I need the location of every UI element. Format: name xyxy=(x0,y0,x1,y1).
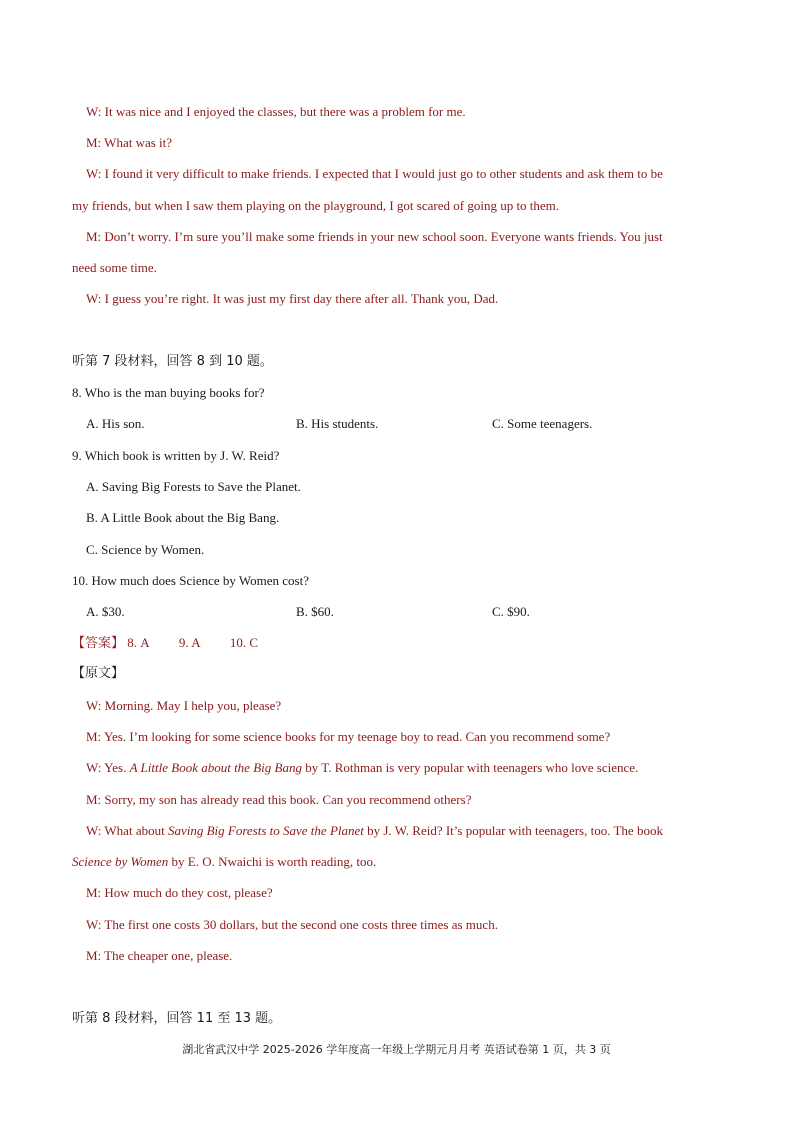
transcript-line: M: Sorry, my son has already read this book. Can you recommend others? xyxy=(86,792,472,807)
option-10c: C. $90. xyxy=(492,604,530,619)
book-title: Saving Big Forests to Save the Planet xyxy=(167,823,364,838)
question-10: 10. How much does Science by Women cost? xyxy=(72,573,309,588)
dialogue-line: W: I guess you’re right. It was just my first day there after all. Thank you, Dad. xyxy=(86,291,499,306)
answer-8: 8. A xyxy=(127,635,150,650)
option-10b: B. $60. xyxy=(296,604,334,619)
transcript-text: W: What about xyxy=(86,823,168,838)
page-footer: 湖北省武汉中学 2025-2026 学年度高一年级上学期元月月考 英语试卷第 1 页，共 3 页 xyxy=(182,1043,611,1056)
dialogue-line: need some time. xyxy=(72,260,157,275)
option-10a: A. $30. xyxy=(86,604,125,619)
transcript-line xyxy=(86,760,638,776)
option-8b: B. His students. xyxy=(296,416,379,431)
transcript-line: M: Yes. I’m looking for some science books for my teenage boy to read. Can you recommend some? xyxy=(86,729,611,744)
dialogue-line: W: I found it very difficult to make friends. I expected that I would just go to other students and ask them to be xyxy=(86,166,663,181)
transcript-line xyxy=(86,823,663,839)
dialogue-line: M: Don’t worry. I’m sure you’ll make some friends in your new school soon. Everyone wants friends. You just xyxy=(86,229,663,244)
transcript-text: W: Yes. xyxy=(86,760,130,775)
transcript-line xyxy=(72,854,376,870)
option-9c: C. Science by Women. xyxy=(86,542,205,557)
transcript-text: by T. Rothman is very popular with teenagers who love science. xyxy=(301,760,639,775)
transcript-line: M: How much do they cost, please? xyxy=(86,885,273,900)
transcript-line: W: The first one costs 30 dollars, but the second one costs three times as much. xyxy=(86,917,498,932)
section-heading: 听第 7 段材料，回答 8 到 10 题。 xyxy=(72,354,273,369)
answer-10: 10. C xyxy=(229,635,258,650)
question-8: 8. Who is the man buying books for? xyxy=(72,385,265,400)
answer-label: 【答案】 xyxy=(72,636,125,651)
transcript-line: W: Morning. May I help you, please? xyxy=(86,698,282,713)
answer-line xyxy=(72,635,258,652)
option-9b: B. A Little Book about the Big Bang. xyxy=(86,510,280,525)
section-heading: 听第 8 段材料，回答 11 至 13 题。 xyxy=(72,1011,282,1026)
option-9a: A. Saving Big Forests to Save the Planet. xyxy=(86,479,301,494)
transcript-line: M: The cheaper one, please. xyxy=(86,948,233,963)
answer-9: 9. A xyxy=(178,635,201,650)
dialogue-line: M: What was it? xyxy=(86,135,173,150)
transcript-label: 【原文】 xyxy=(72,666,125,681)
book-title: A Little Book about the Big Bang xyxy=(129,760,302,775)
transcript-text: by E. O. Nwaichi is worth reading, too. xyxy=(168,854,377,869)
question-9: 9. Which book is written by J. W. Reid? xyxy=(72,448,280,463)
book-title: Science by Women xyxy=(72,854,169,869)
dialogue-line: my friends, but when I saw them playing on the playground, I got scared of going up to them. xyxy=(72,198,560,213)
dialogue-line: W: It was nice and I enjoyed the classes, but there was a problem for me. xyxy=(86,104,466,119)
transcript-text: by J. W. Reid? It’s popular with teenagers, too. The book xyxy=(363,823,663,838)
option-8a: A. His son. xyxy=(86,416,145,431)
option-8c: C. Some teenagers. xyxy=(492,416,593,431)
